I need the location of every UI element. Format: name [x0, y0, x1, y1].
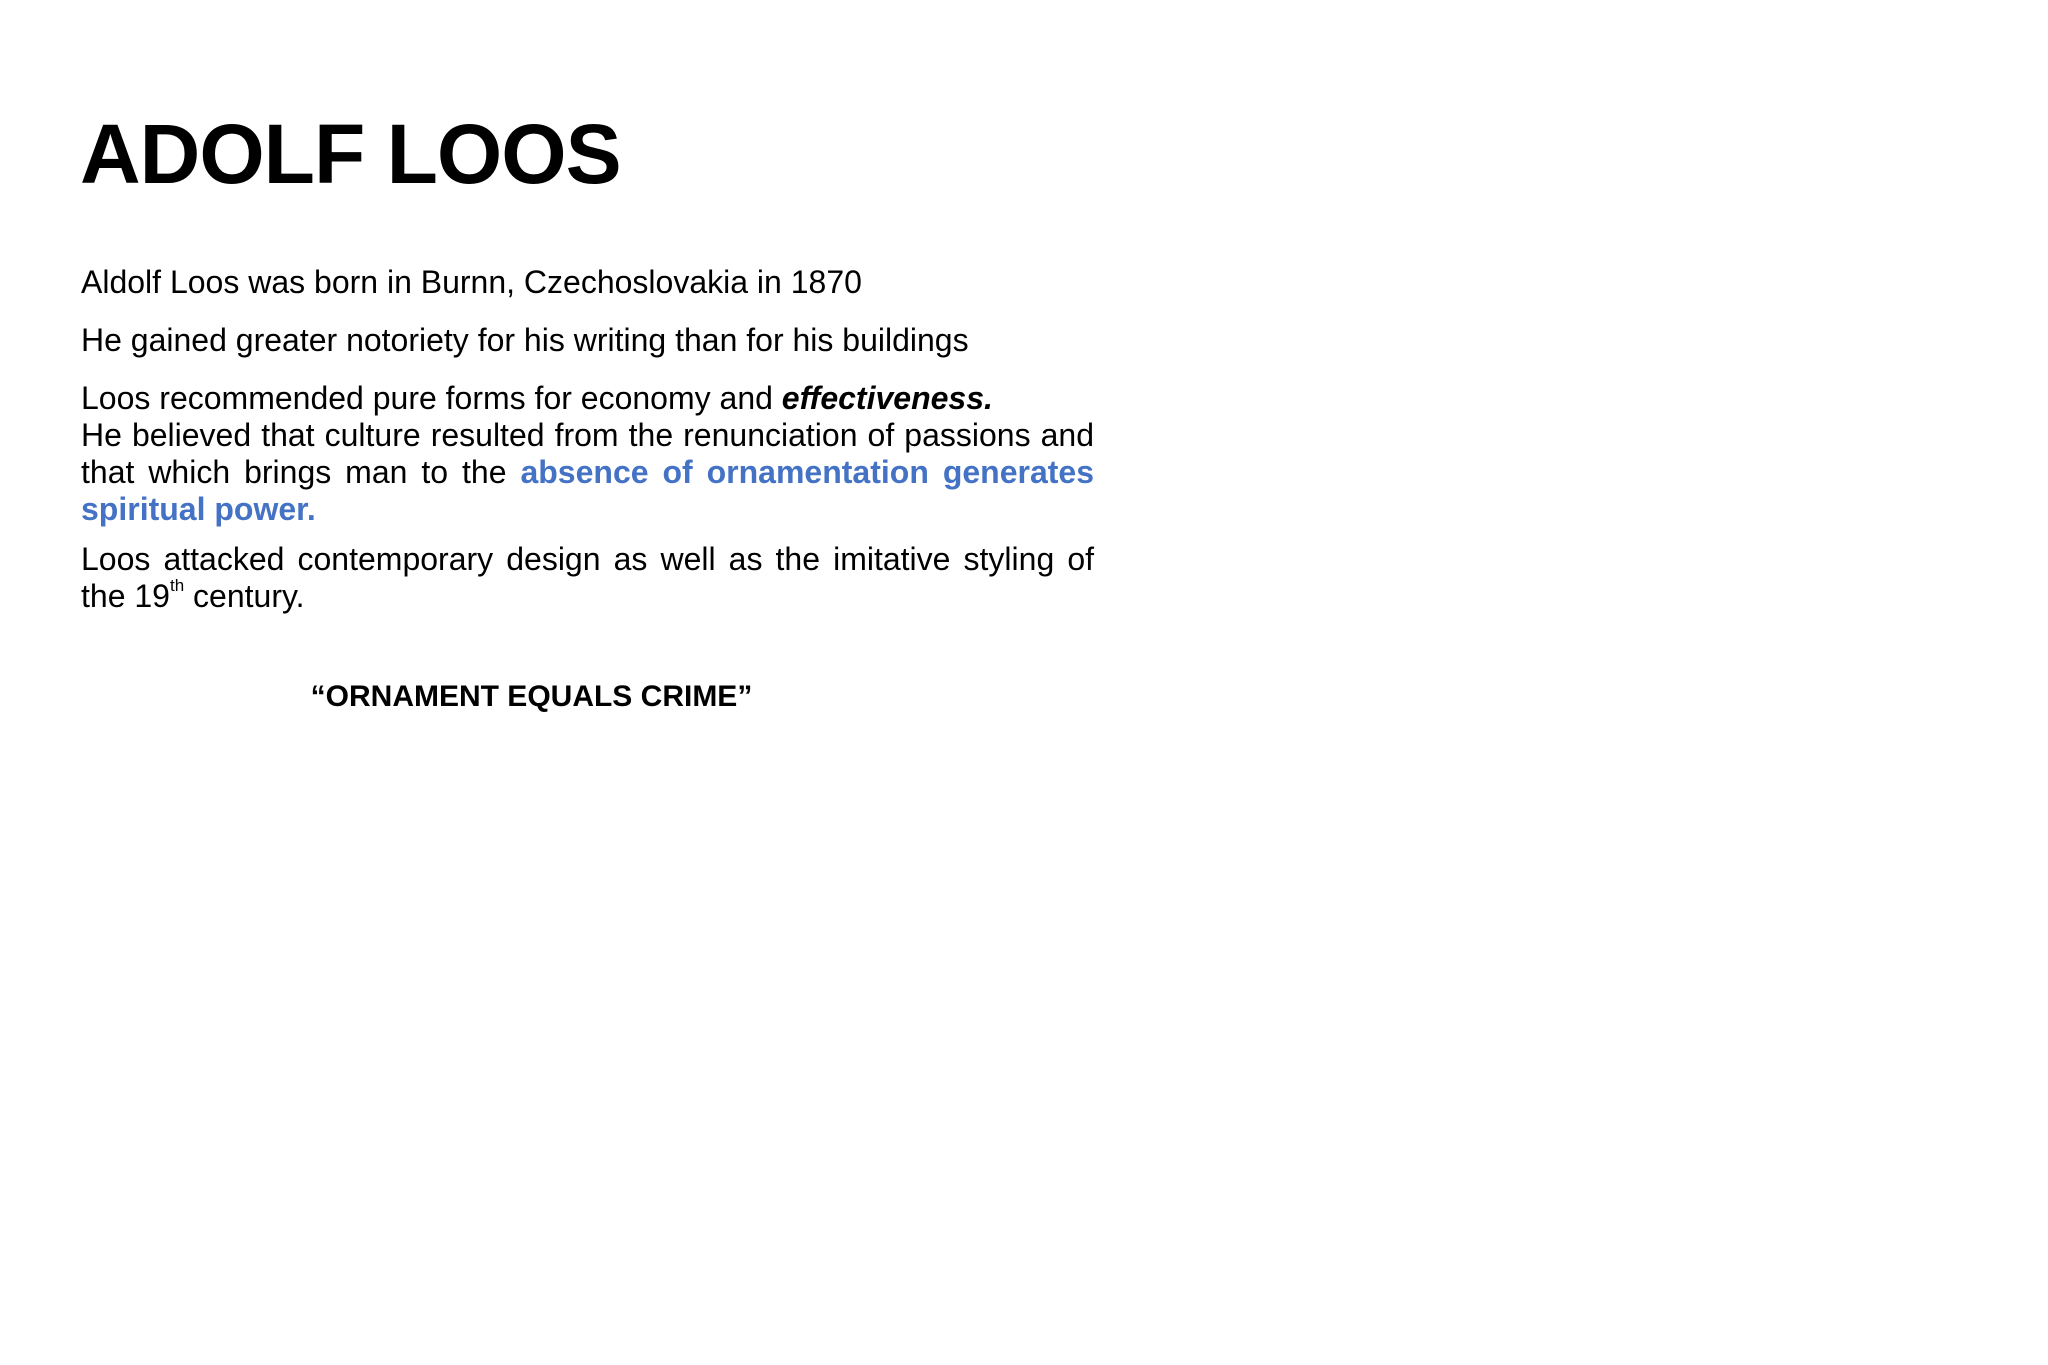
ornament-quote: “ORNAMENT EQUALS CRIME”	[310, 680, 753, 713]
philosophy-continuation: He believed that culture resulted from the renunciation of passions and that which brings man to the	[81, 417, 1094, 490]
paragraph-notoriety: He gained greater notoriety for his writing than for his buildings	[81, 322, 969, 358]
criticism-end: century.	[184, 578, 305, 614]
effectiveness-emphasis: effectiveness.	[781, 380, 993, 416]
paragraph-criticism	[81, 541, 1094, 615]
philosophy-text: Loos recommended pure forms for economy and	[81, 380, 782, 416]
ornamentation-highlight: absence of ornamentation generates spiritual power.	[81, 454, 1095, 527]
philosophy-first-line	[81, 380, 1094, 417]
slide-body	[81, 264, 1094, 636]
paragraph-philosophy	[81, 380, 1094, 528]
paragraph-birth: Aldolf Loos was born in Burnn, Czechoslovakia in 1870	[81, 264, 862, 300]
slide-title: ADOLF LOOS	[80, 107, 621, 201]
criticism-text: Loos attacked contemporary design as well as the imitative styling of the 19	[81, 541, 1094, 614]
ordinal-superscript: th	[169, 576, 185, 596]
